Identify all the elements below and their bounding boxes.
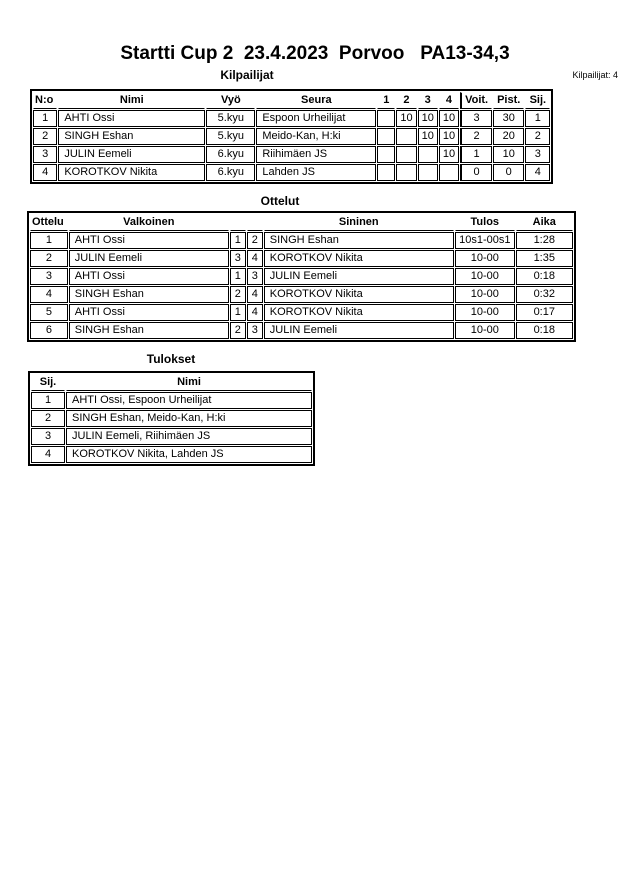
tulokset-header-row [31,374,312,391]
result-name-and-club: AHTI Ossi, Espoon Urheilijat [66,392,312,409]
result-placement: 2 [31,410,65,427]
col-header-sininen: Sininen [264,214,454,231]
match-row [30,250,573,267]
competitor-row [33,128,550,145]
result-row [31,446,312,463]
match-number: 1 [30,232,68,249]
col-header-sij: Sij. [525,92,550,109]
result-name-and-club: JULIN Eemeli, Riihimäen JS [66,428,312,445]
blue-player-name: KOROTKOV Nikita [264,250,454,267]
competitor-number: 2 [33,128,57,145]
match-result: 10-00 [455,322,515,339]
ottelut-header-row [30,214,573,231]
blue-player-name: JULIN Eemeli [264,268,454,285]
blue-player-name: KOROTKOV Nikita [264,286,454,303]
blue-player-number: 4 [247,250,263,267]
result-placement: 3 [31,428,65,445]
match-row [30,232,573,249]
match-number: 3 [30,268,68,285]
kilpailijat-header-row [33,92,550,109]
match-row [30,322,573,339]
match-number: 4 [30,286,68,303]
white-player-name: AHTI Ossi [69,268,229,285]
score-round-4: 10 [439,146,459,163]
blue-player-number: 3 [247,268,263,285]
kilpailijat-table [30,89,553,184]
match-time: 1:28 [516,232,573,249]
competitor-number: 3 [33,146,57,163]
result-row [31,428,312,445]
match-time: 0:17 [516,304,573,321]
white-player-name: SINGH Eshan [69,322,229,339]
score-round-4 [439,164,459,181]
section-title-kilpailijat: Kilpailijat [220,68,274,82]
competitor-row [33,146,550,163]
section-title-ottelut: Ottelut [260,194,300,208]
white-player-number: 1 [230,304,246,321]
competitor-club: Espoon Urheilijat [256,110,376,127]
score-round-2 [396,164,416,181]
result-name-and-club: SINGH Eshan, Meido-Kan, H:ki [66,410,312,427]
col-header-white-number [230,214,246,231]
col-header-tulos: Tulos [455,214,515,231]
score-round-1 [377,164,395,181]
blue-player-name: KOROTKOV Nikita [264,304,454,321]
result-row [31,392,312,409]
white-player-number: 3 [230,250,246,267]
result-placement: 4 [31,446,65,463]
score-round-4: 10 [439,128,459,145]
white-player-number: 1 [230,268,246,285]
col-header-ottelu: Ottelu [30,214,68,231]
score-round-3 [418,164,438,181]
competitor-club: Meido-Kan, H:ki [256,128,376,145]
competitor-points: 10 [493,146,524,163]
white-player-name: SINGH Eshan [69,286,229,303]
page-title: Startti Cup 2 23.4.2023 Porvoo PA13-34,3 [120,43,510,64]
col-header-vyo: Vyö [206,92,255,109]
section-title-tulokset: Tulokset [146,352,196,366]
competitor-placement: 2 [525,128,550,145]
match-result: 10-00 [455,286,515,303]
col-header-voit: Voit. [460,92,492,109]
competitor-row [33,110,550,127]
white-player-number: 2 [230,286,246,303]
white-player-name: AHTI Ossi [69,304,229,321]
result-placement: 1 [31,392,65,409]
blue-player-number: 4 [247,286,263,303]
tulokset-table [28,371,315,466]
blue-player-number: 4 [247,304,263,321]
competitor-placement: 4 [525,164,550,181]
competitor-points: 30 [493,110,524,127]
result-name-and-club: KOROTKOV Nikita, Lahden JS [66,446,312,463]
competitor-belt: 6.kyu [206,164,255,181]
match-result: 10-00 [455,250,515,267]
competitor-club: Riihimäen JS [256,146,376,163]
match-number: 6 [30,322,68,339]
competitor-row [33,164,550,181]
result-row [31,410,312,427]
col-header-blue-number [247,214,263,231]
score-round-3: 10 [418,128,438,145]
competitor-name: AHTI Ossi [58,110,205,127]
col-header-no: N:o [33,92,57,109]
competitor-club: Lahden JS [256,164,376,181]
col-header-nimi-result: Nimi [66,374,312,391]
competitor-belt: 5.kyu [206,128,255,145]
match-time: 0:18 [516,268,573,285]
score-round-2: 10 [396,110,416,127]
competitors-count: Kilpailijat: 4 [572,70,618,80]
score-round-2 [396,128,416,145]
competitor-number: 4 [33,164,57,181]
col-header-aika: Aika [516,214,573,231]
score-round-3 [418,146,438,163]
competitor-name: JULIN Eemeli [58,146,205,163]
competitor-placement: 1 [525,110,550,127]
match-row [30,286,573,303]
competitor-belt: 5.kyu [206,110,255,127]
col-header-round-3: 3 [418,92,438,109]
white-player-number: 1 [230,232,246,249]
match-number: 5 [30,304,68,321]
col-header-round-2: 2 [396,92,416,109]
white-player-name: JULIN Eemeli [69,250,229,267]
match-number: 2 [30,250,68,267]
blue-player-number: 2 [247,232,263,249]
white-player-number: 2 [230,322,246,339]
col-header-round-4: 4 [439,92,459,109]
competitor-points: 0 [493,164,524,181]
competitor-wins: 0 [460,164,492,181]
score-round-1 [377,128,395,145]
match-result: 10-00 [455,268,515,285]
competitor-name: KOROTKOV Nikita [58,164,205,181]
score-round-1 [377,110,395,127]
competitor-belt: 6.kyu [206,146,255,163]
match-result: 10-00 [455,304,515,321]
blue-player-number: 3 [247,322,263,339]
white-player-name: AHTI Ossi [69,232,229,249]
blue-player-name: JULIN Eemeli [264,322,454,339]
col-header-pist: Pist. [493,92,524,109]
competitor-wins: 1 [460,146,492,163]
match-result: 10s1-00s1 [455,232,515,249]
score-round-1 [377,146,395,163]
col-header-nimi: Nimi [58,92,205,109]
competitor-wins: 3 [460,110,492,127]
match-time: 0:18 [516,322,573,339]
competitor-number: 1 [33,110,57,127]
ottelut-table [27,211,576,342]
match-time: 0:32 [516,286,573,303]
competitor-points: 20 [493,128,524,145]
match-row [30,268,573,285]
match-row [30,304,573,321]
col-header-sij-result: Sij. [31,374,65,391]
score-round-4: 10 [439,110,459,127]
col-header-valkoinen: Valkoinen [69,214,229,231]
col-header-round-1: 1 [377,92,395,109]
competitor-wins: 2 [460,128,492,145]
score-round-2 [396,146,416,163]
blue-player-name: SINGH Eshan [264,232,454,249]
col-header-seura: Seura [256,92,376,109]
score-round-3: 10 [418,110,438,127]
match-time: 1:35 [516,250,573,267]
competitor-placement: 3 [525,146,550,163]
competitor-name: SINGH Eshan [58,128,205,145]
